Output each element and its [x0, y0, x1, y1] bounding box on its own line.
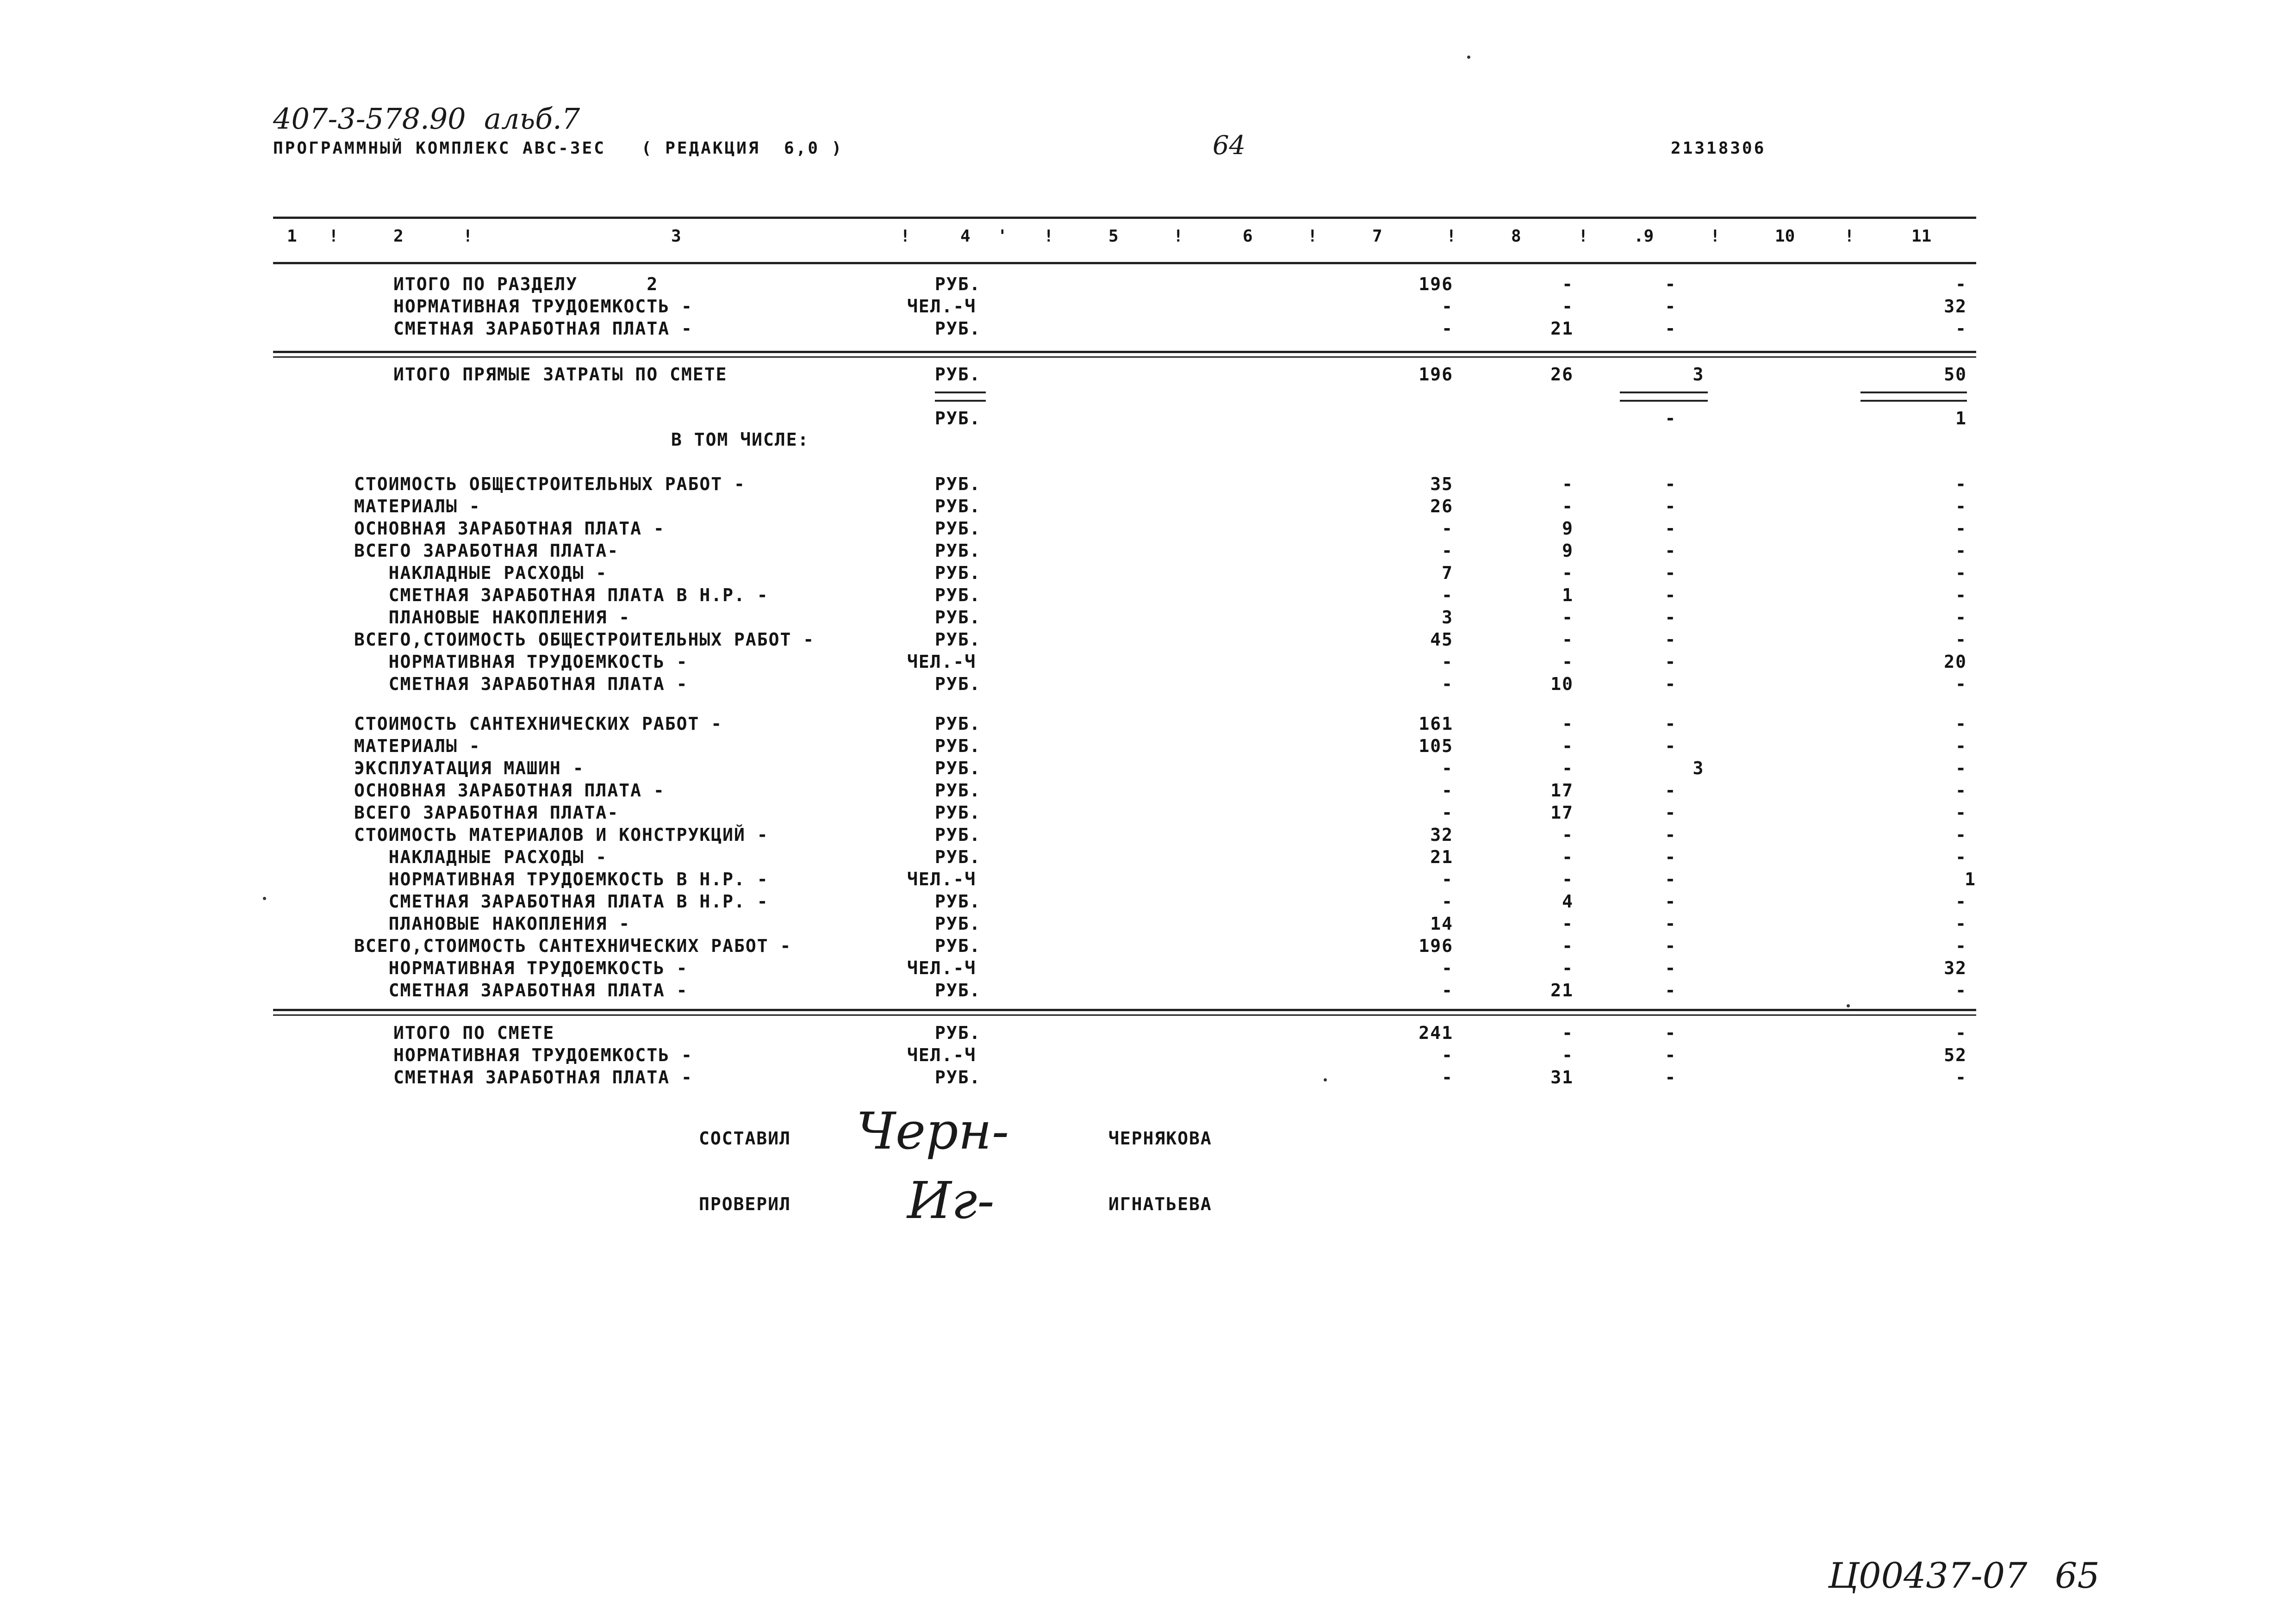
scan-speck: [1324, 1078, 1327, 1081]
scan-speck: [263, 897, 266, 900]
compiled-by-name: ЧЕРНЯКОВА: [1108, 1128, 1212, 1149]
table-row: СТОИМОСТЬ ОБЩЕСТРОИТЕЛЬНЫХ РАБОТ - РУБ. 35 - - -: [354, 474, 1967, 494]
table-row: СМЕТНАЯ ЗАРАБОТНАЯ ПЛАТА В Н.Р. - РУБ. - 1 - -: [354, 585, 1967, 605]
table-row: ВСЕГО,СТОИМОСТЬ ОБЩЕСТРОИТЕЛЬНЫХ РАБОТ - РУБ. 45 - - -: [354, 629, 1967, 650]
compiled-by-signature: Черн-: [856, 1101, 1009, 1161]
subtotal-underline: [1620, 392, 1708, 393]
subtotal-underline: [1860, 392, 1967, 393]
table-row: ПЛАНОВЫЕ НАКОПЛЕНИЯ - РУБ. 3 - - -: [354, 607, 1967, 628]
table-row: ИТОГО ПО РАЗДЕЛУ 2 РУБ. 196 - - -: [393, 274, 1967, 294]
checked-by-name: ИГНАТЬЕВА: [1108, 1194, 1212, 1214]
table-row: РУБ. - 1: [935, 408, 1967, 429]
handwritten-reference: 407-3-578.90 альб.7: [273, 102, 580, 136]
table-row: СМЕТНАЯ ЗАРАБОТНАЯ ПЛАТА В Н.Р. - РУБ. - 4 - -: [354, 891, 1967, 912]
subtotal-underline: [1620, 400, 1708, 402]
table-row: ОСНОВНАЯ ЗАРАБОТНАЯ ПЛАТА - РУБ. - 9 - -: [354, 518, 1967, 539]
table-row: ИТОГО ПРЯМЫЕ ЗАТРАТЫ ПО СМЕТЕ РУБ. 196 26 3 50: [393, 364, 1967, 385]
sheet-number: 65: [2055, 1555, 2100, 1596]
table-row: СТОИМОСТЬ МАТЕРИАЛОВ И КОНСТРУКЦИЙ - РУБ. 32 - - -: [354, 825, 1967, 845]
document-code: 21318306: [1671, 139, 1766, 158]
table-row: НАКЛАДНЫЕ РАСХОДЫ - РУБ. 7 - - -: [354, 563, 1967, 583]
section-caption: В ТОМ ЧИСЛЕ:: [671, 429, 809, 450]
subtotal-underline: [935, 400, 986, 402]
section-rule: [273, 356, 1976, 358]
table-row: МАТЕРИАЛЫ - РУБ. 105 - - -: [354, 736, 1967, 756]
subtotal-underline: [935, 392, 986, 393]
program-header: ПРОГРАММНЫЙ КОМПЛЕКС АВС-3ЕС ( РЕДАКЦИЯ 6,0 ): [273, 139, 844, 158]
scan-speck: [1467, 56, 1470, 59]
table-row: НОРМАТИВНАЯ ТРУДОЕМКОСТЬ - ЧЕЛ.-Ч - - - 52: [393, 1045, 1967, 1065]
table-row: НОРМАТИВНАЯ ТРУДОЕМКОСТЬ - ЧЕЛ.-Ч - - - 20: [354, 652, 1967, 672]
header-bottom-rule: [273, 262, 1976, 264]
table-row: ПЛАНОВЫЕ НАКОПЛЕНИЯ - РУБ. 14 - - -: [354, 914, 1967, 934]
column-number-row: 1 ! 2 ! 3 ! 4 ' ! 5 ! 6 ! 7 ! 8 ! .9 ! 10 ! 11: [287, 227, 1932, 246]
table-row: НАКЛАДНЫЕ РАСХОДЫ - РУБ. 21 - - -: [354, 847, 1967, 867]
table-row: НОРМАТИВНАЯ ТРУДОЕМКОСТЬ В Н.Р. - ЧЕЛ.-Ч - - - 1: [354, 869, 1976, 889]
table-row: ВСЕГО,СТОИМОСТЬ САНТЕХНИЧЕСКИХ РАБОТ - РУБ. 196 - - -: [354, 936, 1967, 956]
scan-speck: [1847, 1004, 1850, 1007]
table-row: ВСЕГО ЗАРАБОТНАЯ ПЛАТА- РУБ. - 9 - -: [354, 541, 1967, 561]
checked-by-label: ПРОВЕРИЛ: [699, 1194, 791, 1214]
header-top-rule: [273, 217, 1976, 219]
table-row: СТОИМОСТЬ САНТЕХНИЧЕСКИХ РАБОТ - РУБ. 161 - - -: [354, 714, 1967, 734]
section-rule: [273, 351, 1976, 353]
table-row: СМЕТНАЯ ЗАРАБОТНАЯ ПЛАТА - РУБ. - 21 - -: [393, 318, 1967, 339]
table-row: ИТОГО ПО СМЕТЕ РУБ. 241 - - -: [393, 1023, 1967, 1043]
table-row: ВСЕГО ЗАРАБОТНАЯ ПЛАТА- РУБ. - 17 - -: [354, 802, 1967, 823]
table-row: НОРМАТИВНАЯ ТРУДОЕМКОСТЬ - ЧЕЛ.-Ч - - - 32: [393, 296, 1967, 317]
table-row: НОРМАТИВНАЯ ТРУДОЕМКОСТЬ - ЧЕЛ.-Ч - - - 32: [354, 958, 1967, 978]
table-row: ОСНОВНАЯ ЗАРАБОТНАЯ ПЛАТА - РУБ. - 17 - -: [354, 780, 1967, 801]
checked-by-signature: Иг-: [907, 1171, 995, 1230]
compiled-by-label: СОСТАВИЛ: [699, 1128, 791, 1149]
sheet-code: Ц00437-07: [1828, 1555, 2028, 1596]
subtotal-underline: [1860, 400, 1967, 402]
table-row: СМЕТНАЯ ЗАРАБОТНАЯ ПЛАТА - РУБ. - 10 - -: [354, 674, 1967, 694]
handwritten-page-number: 64: [1213, 131, 1246, 161]
table-row: СМЕТНАЯ ЗАРАБОТНАЯ ПЛАТА - РУБ. - 31 - -: [393, 1067, 1967, 1088]
table-row: ЭКСПЛУАТАЦИЯ МАШИН - РУБ. - - 3 -: [354, 758, 1967, 778]
total-rule: [273, 1009, 1976, 1011]
table-row: СМЕТНАЯ ЗАРАБОТНАЯ ПЛАТА - РУБ. - 21 - -: [354, 980, 1967, 1001]
total-rule: [273, 1014, 1976, 1016]
table-row: МАТЕРИАЛЫ - РУБ. 26 - - -: [354, 496, 1967, 516]
